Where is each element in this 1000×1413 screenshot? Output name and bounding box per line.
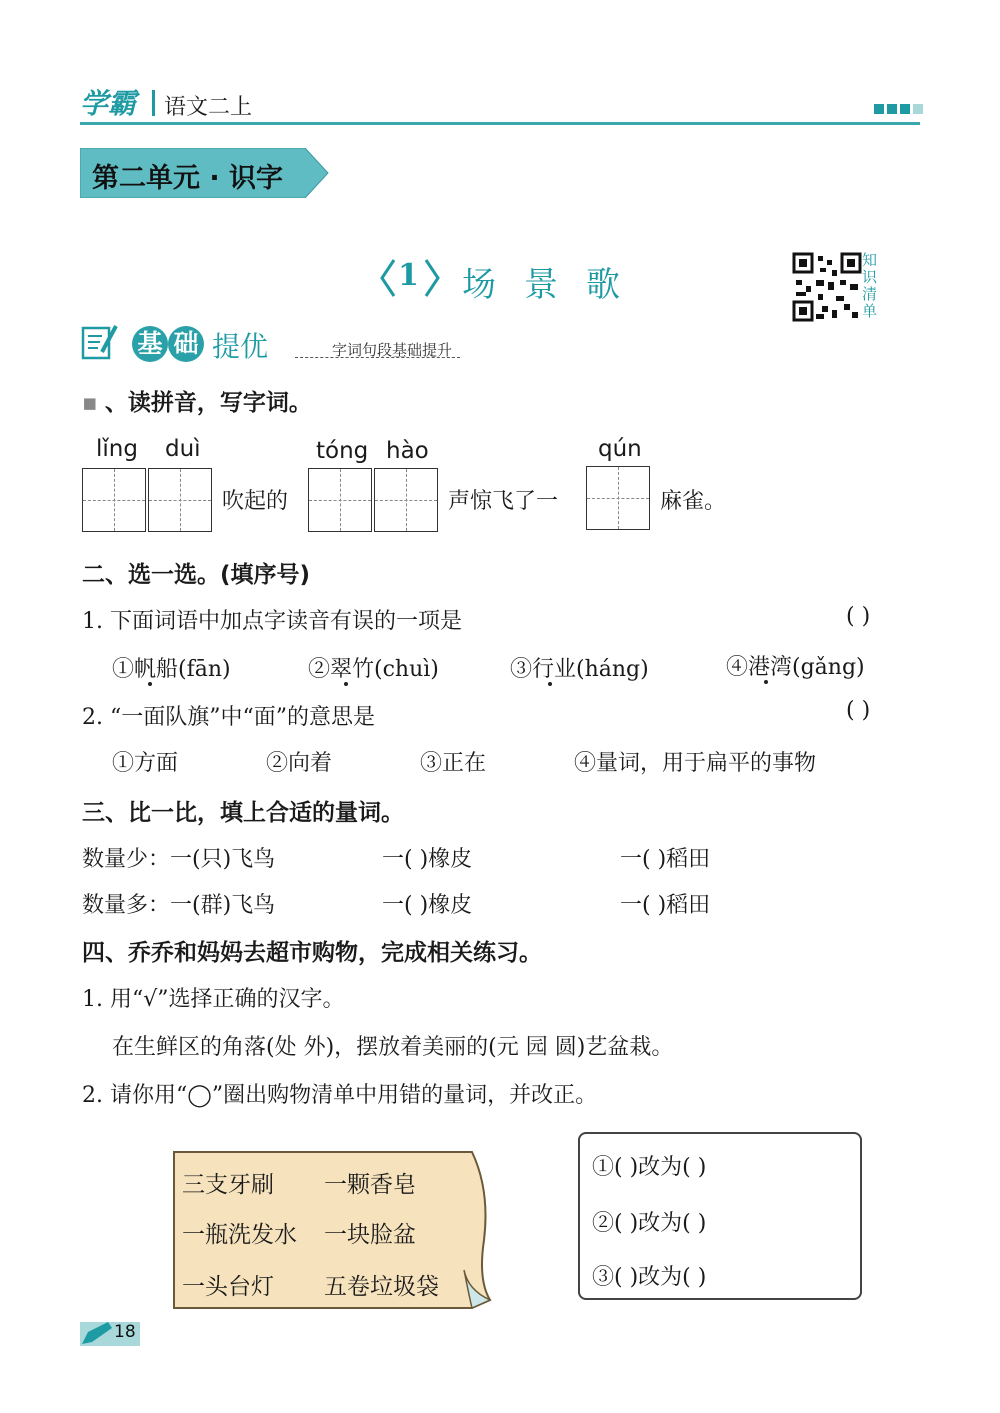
answer-row[interactable]: ①( )改为( ) (592, 1155, 707, 1180)
q2-option: ③正在 (420, 751, 487, 776)
q1-title: ▪ 、读拼音，写字词。 (82, 390, 312, 416)
q2-title: 二、选一选。(填序号) (82, 562, 311, 588)
q1-text: 麻雀。 (660, 489, 727, 514)
shopping-list-item[interactable]: 一颗香皂 (324, 1172, 416, 1198)
writing-box[interactable] (308, 468, 372, 532)
lesson-number: 1 (398, 258, 419, 293)
shopping-list-item[interactable]: 一头台灯 (182, 1274, 274, 1300)
q4-item2: 2. 请你用“◯”圈出购物清单中用错的量词，并改正。 (82, 1083, 598, 1108)
q3-cell[interactable]: 一( )稻田 (620, 893, 711, 918)
answer-row[interactable]: ③( )改为( ) (592, 1265, 707, 1290)
writing-box[interactable] (586, 466, 650, 530)
badge-circle: 础 (168, 326, 204, 362)
emphasis-dot (764, 680, 768, 684)
q2-option: ①帆船(fān) (112, 657, 231, 682)
shopping-list-item[interactable]: 一瓶洗发水 (182, 1222, 297, 1248)
q2-option: ④港湾(gǎng) (726, 655, 865, 680)
pinyin: lǐng (96, 436, 138, 462)
shopping-list-item[interactable]: 三支牙刷 (182, 1172, 274, 1198)
emphasis-dot (148, 682, 152, 686)
q3-cell[interactable]: 一( )橡皮 (382, 893, 473, 918)
q2-item1: 1. 下面词语中加点字读音有误的一项是 (82, 609, 462, 634)
q2-option: ②翠竹(chuì) (308, 657, 439, 682)
shopping-list-item[interactable]: 五卷垃圾袋 (324, 1274, 439, 1300)
q2-option: ④量词，用于扁平的事物 (574, 751, 817, 776)
q3-cell[interactable]: 一( )橡皮 (382, 847, 473, 872)
q3-cell: 数量少：一(只)飞鸟 (82, 847, 276, 872)
header-square-icon (900, 104, 910, 114)
header-separator (152, 90, 155, 116)
q4-item1-sentence[interactable]: 在生鲜区的角落(处 外)，摆放着美丽的(元 园 圆)艺盆栽。 (112, 1035, 674, 1060)
badge-title: 提优 (212, 330, 269, 363)
unit-title: 第二单元 · 识字 (92, 163, 284, 194)
page-number: 18 (114, 1322, 136, 1342)
q2-option: ②向着 (266, 751, 333, 776)
q2-item2: 2. “一面队旗”中“面”的意思是 (82, 705, 375, 730)
pinyin: tóng (316, 438, 369, 464)
qr-code-icon[interactable] (792, 252, 862, 322)
answer-paren[interactable]: ( ) (846, 604, 871, 629)
header-square-icon (913, 104, 923, 114)
emphasis-dot (548, 682, 552, 686)
emphasis-dot (344, 682, 348, 686)
header-square-icon (887, 104, 897, 114)
pinyin: duì (165, 436, 201, 462)
badge-circle: 基 (132, 326, 168, 362)
badge-subtitle: 字词句段基础提升 (332, 341, 453, 359)
q2-option: ③行业(háng) (510, 657, 649, 682)
book-title: 语文二上 (164, 95, 253, 120)
q4-title: 四、乔乔和妈妈去超市购物，完成相关练习。 (82, 940, 542, 966)
answer-paren[interactable]: ( ) (846, 698, 871, 723)
logo: 学霸 (80, 87, 137, 120)
writing-box[interactable] (374, 468, 438, 532)
writing-box[interactable] (82, 468, 146, 532)
lesson-title: 场景歌 (462, 265, 648, 305)
badge-underline (295, 357, 460, 359)
qr-label: 知识清单 (862, 251, 878, 320)
q2-option: ①方面 (112, 751, 179, 776)
shopping-list-item[interactable]: 一块脸盆 (324, 1222, 416, 1248)
q3-cell: 数量多：一(群)飞鸟 (82, 893, 276, 918)
q1-text: 吹起的 (222, 489, 289, 514)
q4-item1: 1. 用“√”选择正确的汉字。 (82, 987, 345, 1012)
pinyin: qún (598, 436, 642, 462)
answer-row[interactable]: ②( )改为( ) (592, 1211, 707, 1236)
q3-title: 三、比一比，填上合适的量词。 (82, 800, 404, 826)
pinyin: hào (386, 438, 429, 464)
q1-text: 声惊飞了一 (448, 489, 559, 514)
q3-cell[interactable]: 一( )稻田 (620, 847, 711, 872)
writing-box[interactable] (148, 468, 212, 532)
header-rule (80, 122, 920, 125)
notebook-pencil-icon (80, 322, 120, 362)
header-square-icon (874, 104, 884, 114)
